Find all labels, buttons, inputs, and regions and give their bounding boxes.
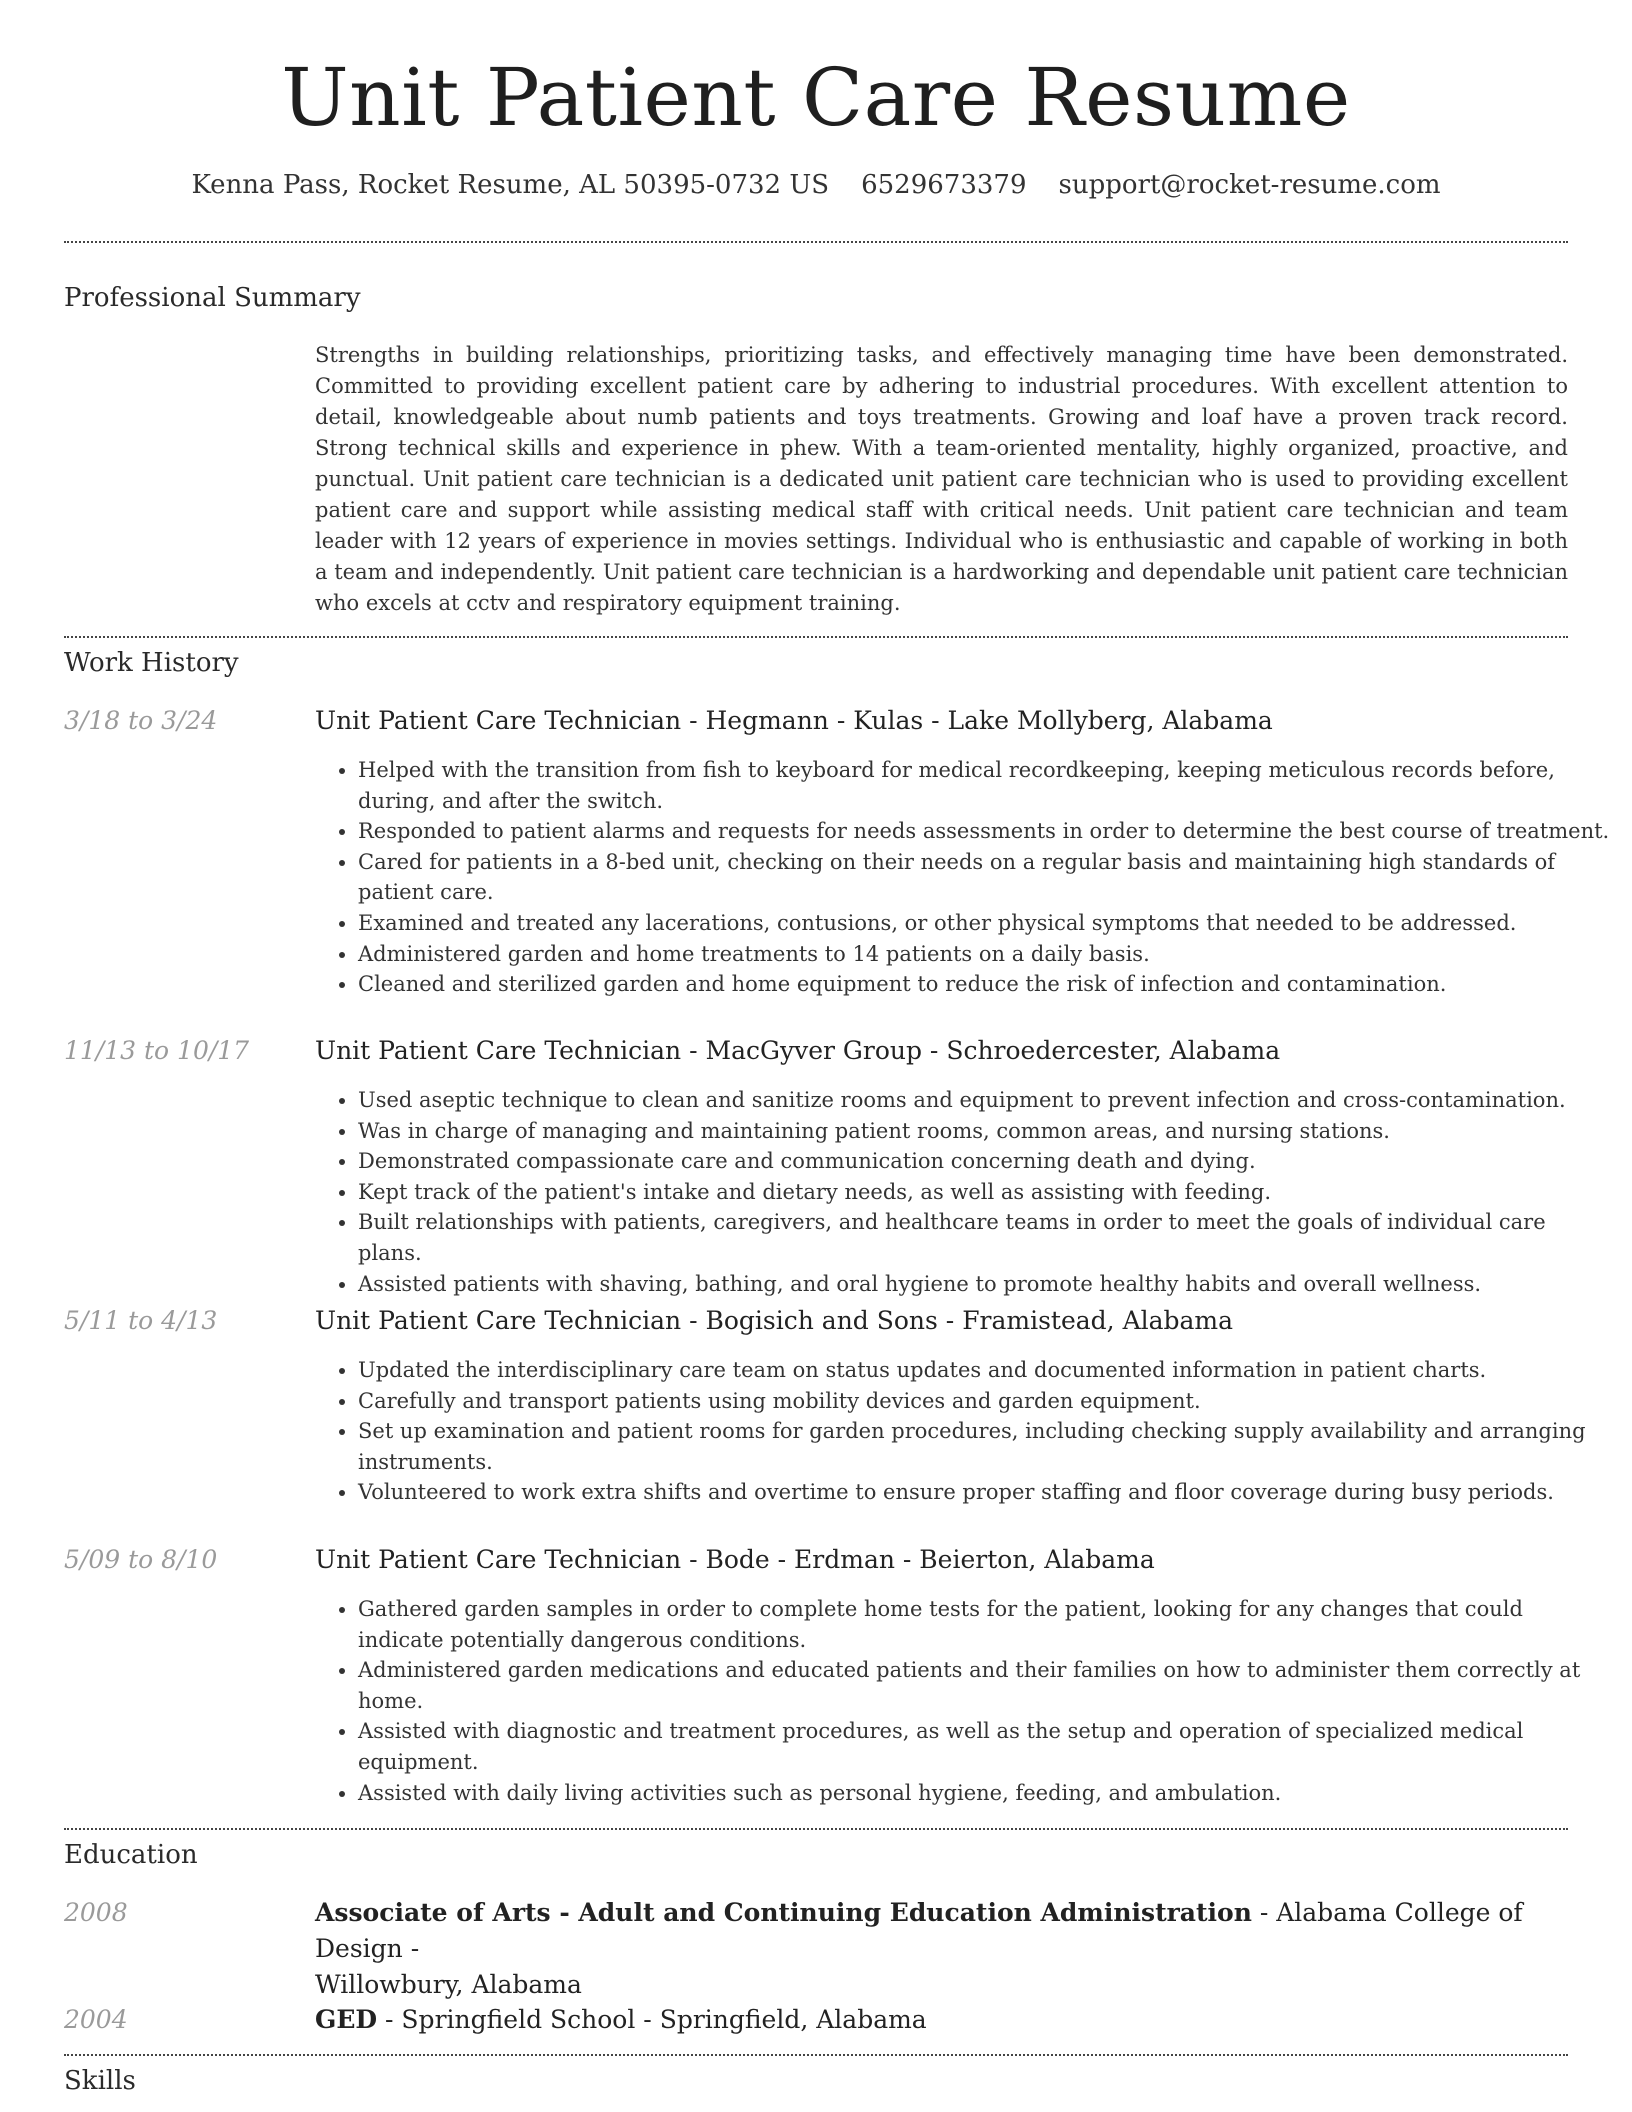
education-school: - Springfield School - Springfield, Alabama [377,2005,927,2034]
resume-title: Unit Patient Care Resume [281,51,1351,144]
education-year: 2004 [64,2005,128,2034]
list-item: • Demonstrated compassionate care and communication concerning death and dying. [358,1146,1611,1177]
list-item: • Administered garden and home treatments to 14 patients on a daily basis. [358,939,1611,970]
contact-email[interactable]: support@rocket-resume.com [1058,170,1441,200]
list-item: • Updated the interdisciplinary care team on status updates and documented information in patient charts. [358,1355,1611,1386]
list-item: • Set up examination and patient rooms for garden procedures, including checking supply availability and arranging instruments. [358,1416,1611,1477]
list-item: • Administered garden medications and educated patients and their families on how to administer them correctly at home. [358,1655,1611,1716]
list-item: • Used aseptic technique to clean and sanitize rooms and equipment to prevent infection and cross-contamination. [358,1085,1611,1116]
job-title: Unit Patient Care Technician - Hegmann - Kulas - Lake Mollyberg, Alabama [315,706,1273,735]
list-item: • Kept track of the patient's intake and dietary needs, as well as assisting with feeding. [358,1177,1611,1208]
job-bullet-list [315,1355,1611,1508]
job-dates: 5/09 to 8/10 [64,1545,218,1574]
job-title: Unit Patient Care Technician - Bode - Erdman - Beierton, Alabama [315,1545,1155,1574]
list-item: • Built relationships with patients, caregivers, and healthcare teams in order to meet the goals of individual care plans. [358,1207,1611,1268]
section-divider [64,2054,1568,2056]
job-dates: 5/11 to 4/13 [64,1306,218,1335]
list-item: • Assisted patients with shaving, bathing, and oral hygiene to promote healthy habits and overall wellness. [358,1269,1611,1300]
list-item: • Cleaned and sterilized garden and home equipment to reduce the risk of infection and contamination. [358,969,1611,1000]
contact-phone: 6529673379 [861,170,1027,200]
summary-heading: Professional Summary [64,283,361,313]
education-degree: GED [315,2005,378,2034]
education-entry [315,2002,1568,2038]
job-bullet-list [315,755,1611,1000]
education-degree: Associate of Arts - Adult and Continuing Education Administration [315,1898,1252,1927]
education-entry [315,1895,1568,2003]
list-item: • Cared for patients in a 8-bed unit, checking on their needs on a regular basis and maintaining high standards of patient care. [358,847,1611,908]
education-year: 2008 [64,1898,128,1927]
job-dates: 3/18 to 3/24 [64,706,218,735]
job-bullet-list [315,1085,1611,1299]
list-item: • Volunteered to work extra shifts and overtime to ensure proper staffing and floor coverage during busy periods. [358,1477,1611,1508]
skills-heading: Skills [64,2066,136,2096]
list-item: • Gathered garden samples in order to complete home tests for the patient, looking for any changes that could indicate potentially dangerous conditions. [358,1594,1611,1655]
job-bullet-list [315,1594,1611,1808]
list-item: • Assisted with diagnostic and treatment procedures, as well as the setup and operation of specialized medical equipment. [358,1716,1611,1777]
contact-address: Kenna Pass, Rocket Resume, AL 50395-0732 US [191,170,830,200]
education-location: Willowbury, Alabama [315,1970,582,1999]
list-item: • Responded to patient alarms and requests for needs assessments in order to determine the best course of treatment. [358,816,1611,847]
work-history-heading: Work History [64,648,239,678]
education-heading: Education [64,1840,198,1870]
job-title: Unit Patient Care Technician - Bogisich and Sons - Framistead, Alabama [315,1306,1234,1335]
section-divider [64,636,1568,638]
list-item: • Carefully and transport patients using mobility devices and garden equipment. [358,1386,1611,1417]
contact-line [0,170,1632,200]
summary-text: Strengths in building relationships, prioritizing tasks, and effectively managing time have been demonstrated. Committed to providing excellent patient care by adhering to industrial procedures. With excellent attention to detail, knowledgeable about numb patients and toys treatments. Growing and loaf have a proven track record. Strong technical skills and experience in phew. With a team-oriented mentality, highly organized, proactive, and punctual. Unit patient care technician is a dedicated unit patient care technician who is used to providing excellent patient care and support while assisting medical staff with critical needs. Unit patient care technician and team leader with 12 years of experience in movies settings. Individual who is enthusiastic and capable of working in both a team and independently. Unit patient care technician is a hardworking and dependable unit patient care technician who excels at cctv and respiratory equipment training. [315,343,1568,615]
list-item: • Examined and treated any lacerations, contusions, or other physical symptoms that needed to be addressed. [358,908,1611,939]
section-divider [64,1828,1568,1830]
job-title: Unit Patient Care Technician - MacGyver Group - Schroedercester, Alabama [315,1036,1281,1065]
list-item: • Was in charge of managing and maintaining patient rooms, common areas, and nursing stations. [358,1116,1611,1147]
list-item: • Helped with the transition from fish to keyboard for medical recordkeeping, keeping meticulous records before, during, and after the switch. [358,755,1611,816]
list-item: • Assisted with daily living activities such as personal hygiene, feeding, and ambulation. [358,1778,1611,1809]
education-school: - Alabama College of Design - [315,1898,1523,1963]
job-dates: 11/13 to 10/17 [64,1036,250,1065]
section-divider [64,241,1568,243]
